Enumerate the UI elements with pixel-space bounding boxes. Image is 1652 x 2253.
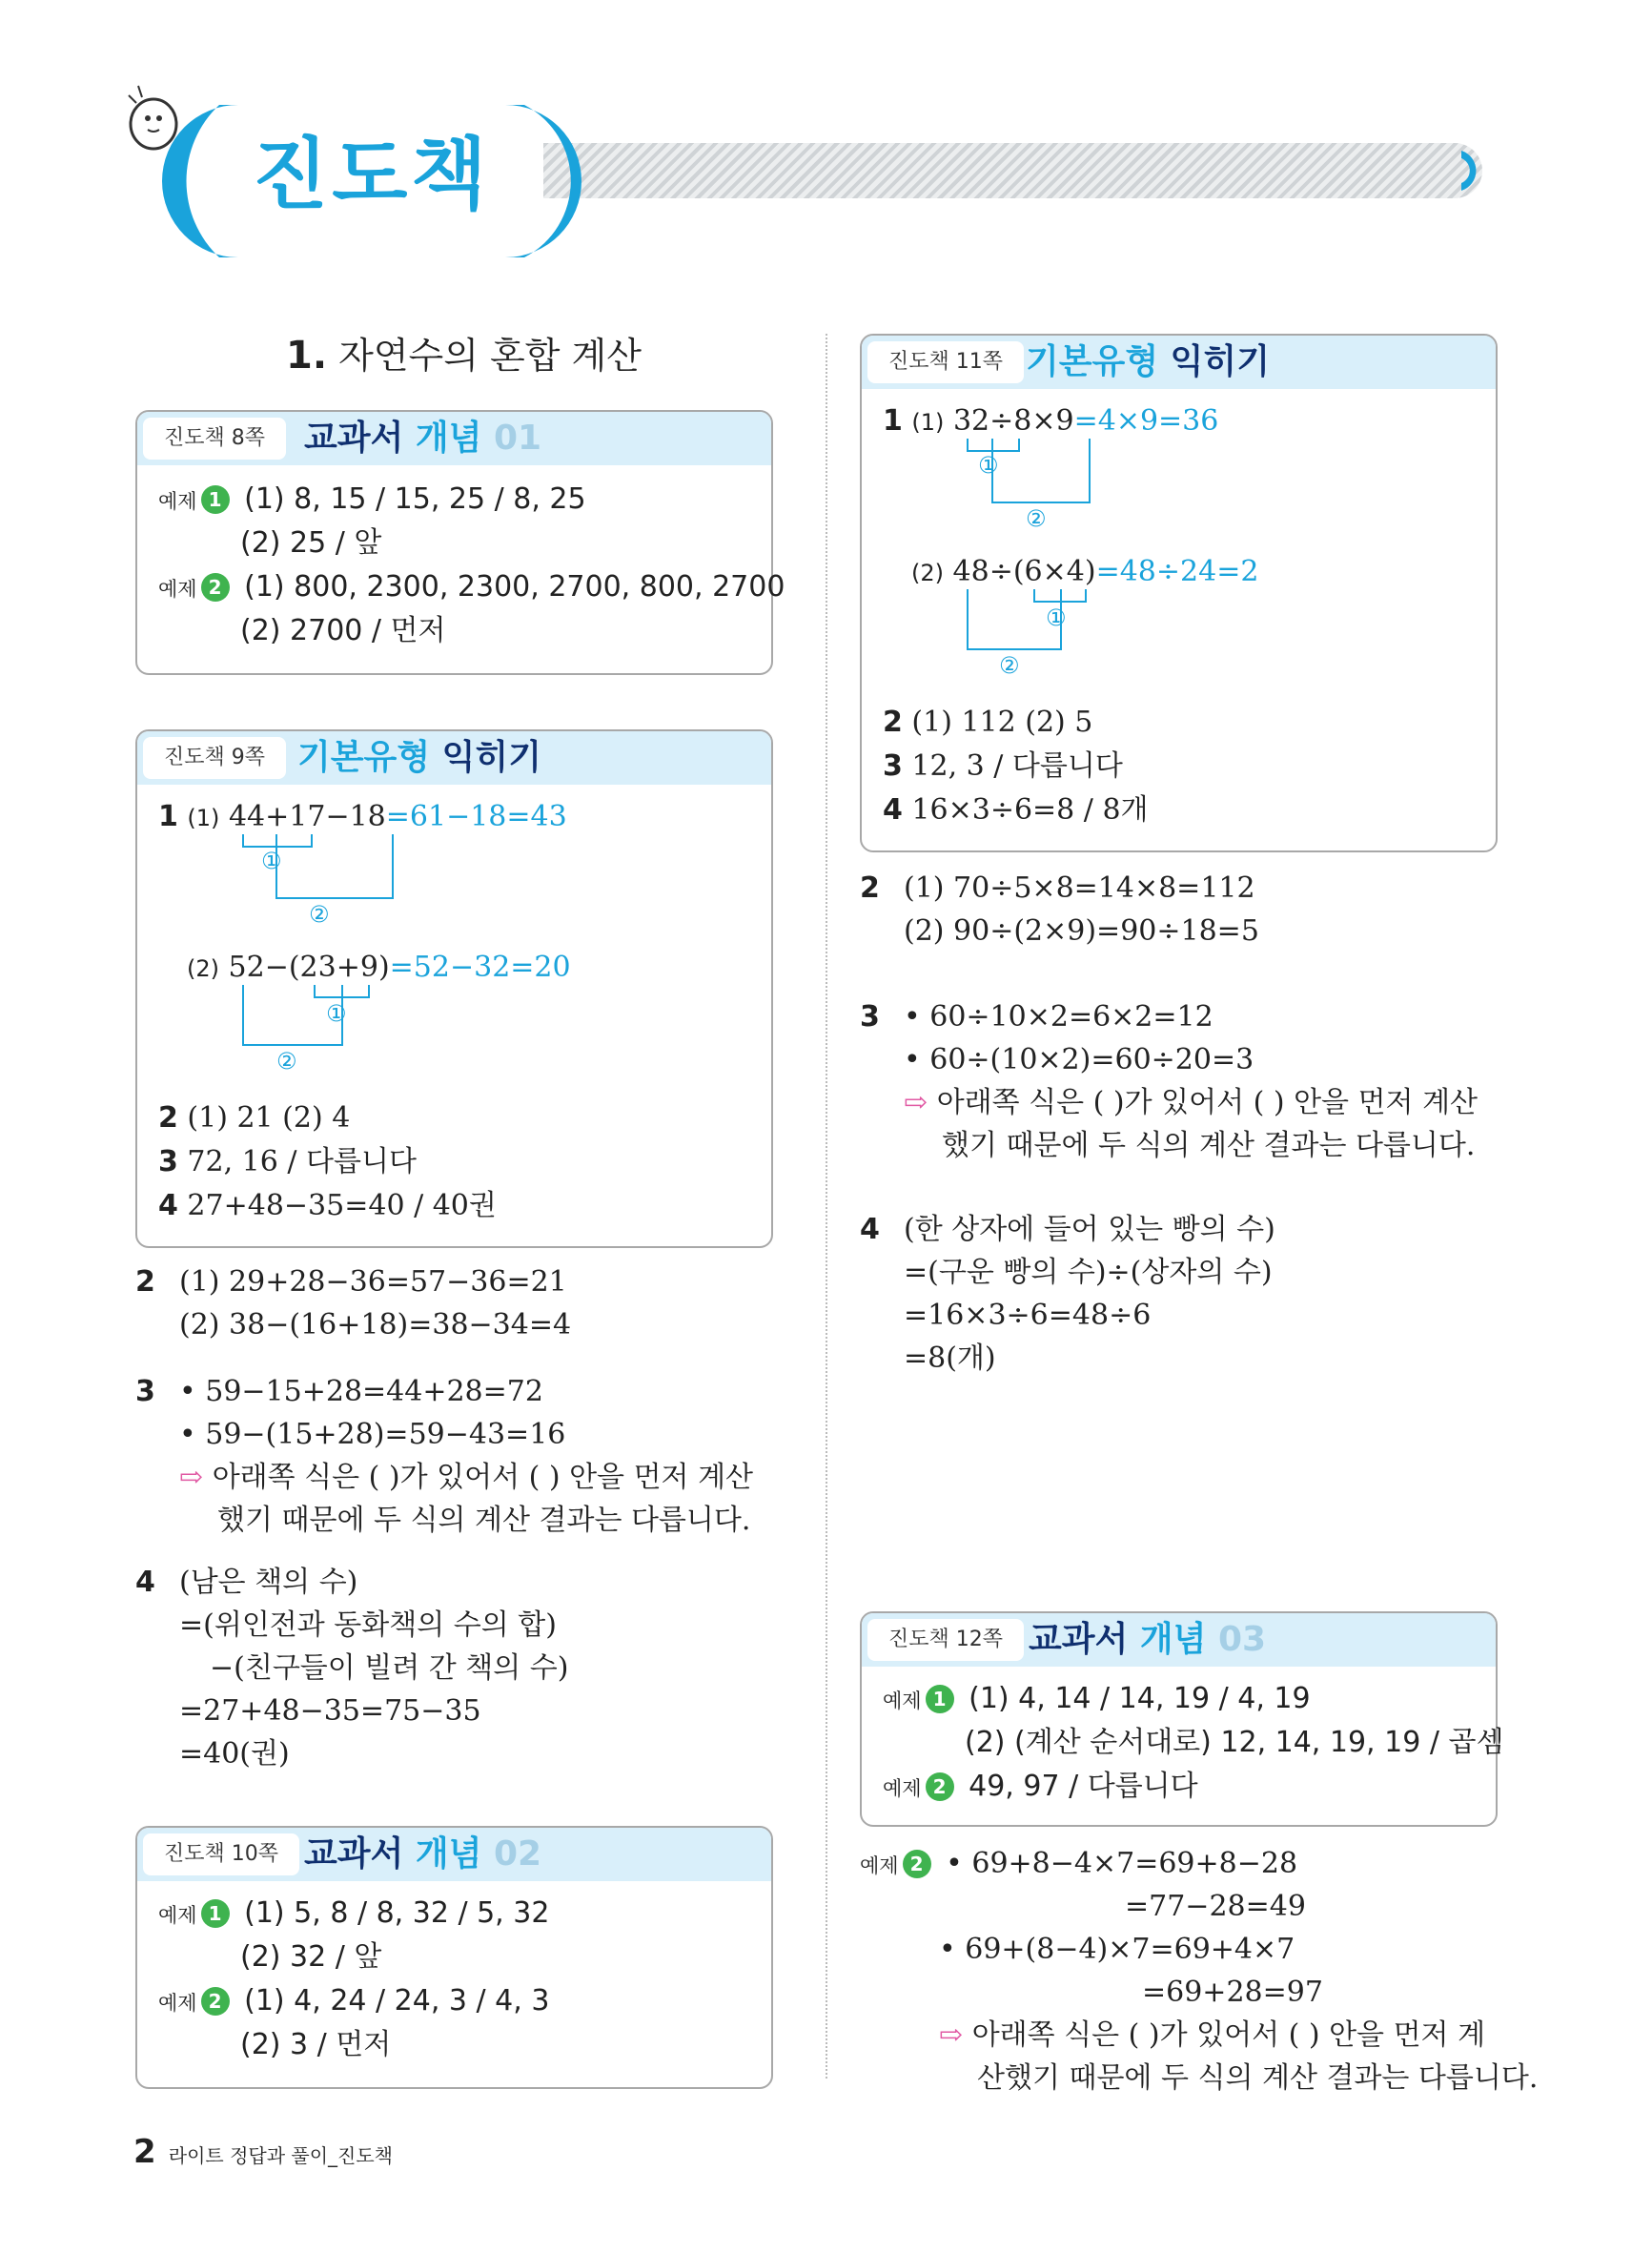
page-tag: 진도책 12쪽 <box>867 1619 1024 1661</box>
solution-3-note: ⇨ 아래쪽 식은 ( )가 있어서 ( ) 안을 먼저 계산 <box>904 1086 1479 1119</box>
step-bracket <box>991 439 1091 503</box>
problem-4: 4 27+48−35=40 / 40권 <box>158 1189 497 1222</box>
solution-2-line-1: (1) 70÷5×8=14×8=112 <box>904 871 1255 905</box>
problem-2: 2 (1) 112 (2) 5 <box>883 706 1093 739</box>
solution-3-line-1: • 60÷10×2=6×2=12 <box>904 1000 1214 1034</box>
solution-2-line-2: (2) 38−(16+18)=38−34=4 <box>179 1308 572 1342</box>
example-1-line-2: (2) 32 / 앞 <box>240 1940 382 1974</box>
header-title: 진도책 <box>253 130 491 220</box>
example-2-line: 예제 2 49, 97 / 다릅니다 <box>883 1770 1198 1803</box>
example-2-solution-4: =69+28=97 <box>1142 1976 1323 2009</box>
box-textbook-concept-03 <box>860 1611 1504 1827</box>
solution-2-line-1: (1) 29+28−36=57−36=21 <box>179 1265 567 1299</box>
example-2-line: 예제 2 (1) 4, 24 / 24, 3 / 4, 3 <box>158 1984 550 2017</box>
example-2-solution-3: • 69+(8−4)×7=69+4×7 <box>939 1933 1295 1966</box>
step-2-label: ② <box>276 1048 297 1075</box>
example-1-line: 예제 1 (1) 4, 14 / 14, 19 / 4, 19 <box>883 1682 1311 1715</box>
example-2-line-2: (2) 2700 / 먼저 <box>240 614 446 647</box>
solution-3-label: 3 <box>860 1000 880 1034</box>
solution-2-line-2: (2) 90÷(2×9)=90÷18=5 <box>904 914 1259 948</box>
mascot-icon <box>119 76 186 162</box>
box-heading: 교과서 개념 02 <box>304 1834 542 1874</box>
solution-4-line-3: =16×3÷6=48÷6 <box>904 1299 1152 1332</box>
example-2-line: 예제 2 (1) 800, 2300, 2300, 2700, 800, 2700 <box>158 570 785 604</box>
footer <box>133 2133 393 2171</box>
example-badge: 1 <box>201 485 230 514</box>
box-heading: 교과서 개념 03 <box>1029 1620 1267 1659</box>
solution-3-note: ⇨ 아래쪽 식은 ( )가 있어서 ( ) 안을 먼저 계산 <box>179 1461 754 1494</box>
problem-2: 2 (1) 21 (2) 4 <box>158 1101 351 1135</box>
step-1-label: ① <box>261 848 282 874</box>
example-2-solution: 예제 2 • 69+8−4×7=69+8−28 <box>860 1847 1298 1880</box>
box-header <box>862 1613 1496 1667</box>
box-heading: 기본유형 익히기 <box>297 738 541 777</box>
step-2-label: ② <box>1026 505 1047 532</box>
step-2-label: ② <box>309 901 330 928</box>
example-badge: 2 <box>926 1772 954 1801</box>
box-header <box>137 412 771 465</box>
step-1-label: ① <box>978 452 999 479</box>
step-1-label: ① <box>1046 604 1067 631</box>
solution-4-line-2: =(위인전과 동화책의 수의 합) <box>179 1608 557 1642</box>
solution-3-note-2: 했기 때문에 두 식의 계산 결과는 다릅니다. <box>217 1504 751 1537</box>
box-heading: 기본유형 익히기 <box>1026 342 1270 381</box>
arrow-icon: ⇨ <box>179 1461 204 1494</box>
solution-4-line-1: (남은 책의 수) <box>179 1566 358 1599</box>
page-tag: 진도책 9쪽 <box>143 737 286 779</box>
solution-2-label: 2 <box>135 1265 155 1299</box>
box-header <box>137 731 771 785</box>
box-heading: 교과서 개념 01 <box>304 419 542 458</box>
arrow-icon: ⇨ <box>904 1086 928 1119</box>
page-tag: 진도책 8쪽 <box>143 418 286 460</box>
example-2-note: ⇨ 아래쪽 식은 ( )가 있어서 ( ) 안을 먼저 계 <box>939 2018 1486 2052</box>
column-divider <box>826 334 827 2079</box>
solution-2-label: 2 <box>860 871 880 905</box>
box-textbook-concept-01 <box>135 410 785 675</box>
step-1-label: ① <box>326 1000 347 1027</box>
box-header <box>862 336 1496 389</box>
example-badge: 2 <box>201 573 230 602</box>
header-band <box>543 143 1482 198</box>
page-tag: 진도책 11쪽 <box>867 341 1024 383</box>
box-header <box>137 1828 771 1881</box>
problem-3: 3 72, 16 / 다릅니다 <box>158 1145 417 1178</box>
example-1-line: 예제 1 (1) 5, 8 / 8, 32 / 5, 32 <box>158 1896 550 1930</box>
step-bracket <box>967 589 1062 650</box>
step-2-label: ② <box>999 652 1020 679</box>
solution-4-line-4: =27+48−35=75−35 <box>179 1694 481 1728</box>
example-1-line-2: (2) 25 / 앞 <box>240 526 382 560</box>
solution-4-line-3: −(친구들이 빌려 간 책의 수) <box>210 1651 569 1685</box>
solution-3-line-1: • 59−15+28=44+28=72 <box>179 1375 543 1408</box>
problem-1-2: (2) 48÷(6×4)=48÷24=2 <box>911 555 1259 588</box>
example-badge: 1 <box>926 1685 954 1713</box>
solution-4-line-4: =8(개) <box>904 1342 996 1375</box>
step-bracket <box>275 834 394 899</box>
problem-4: 4 16×3÷6=8 / 8개 <box>883 793 1149 827</box>
solution-4-line-2: =(구운 빵의 수)÷(상자의 수) <box>904 1256 1273 1289</box>
section-title <box>286 326 642 379</box>
example-1-line-2: (2) (계산 순서대로) 12, 14, 19, 19 / 곱셈 <box>965 1726 1504 1759</box>
problem-1-2: (2) 52−(23+9)=52−32=20 <box>187 951 571 984</box>
example-2-solution-2: =77−28=49 <box>1125 1890 1306 1923</box>
problem-1-1: 1 (1) 32÷8×9=4×9=36 <box>883 404 1219 438</box>
solution-4-label: 4 <box>860 1213 880 1246</box>
header-band-end-shape <box>1444 143 1501 198</box>
box-textbook-concept-02 <box>135 1826 773 2089</box>
example-badge: 2 <box>903 1850 931 1878</box>
solution-4-line-5: =40(권) <box>179 1737 290 1771</box>
step-bracket <box>242 985 343 1046</box>
solution-3-label: 3 <box>135 1375 155 1408</box>
example-badge: 1 <box>201 1899 230 1928</box>
footer-text: 라이트 정답과 풀이_진도책 <box>168 2144 394 2167</box>
example-badge: 2 <box>201 1987 230 2016</box>
page-number: 2 <box>133 2133 156 2171</box>
solution-4-line-1: (한 상자에 들어 있는 빵의 수) <box>904 1213 1275 1246</box>
solution-4-label: 4 <box>135 1566 155 1599</box>
box-basic-type-11 <box>860 334 1498 852</box>
problem-3: 3 12, 3 / 다릅니다 <box>883 749 1123 783</box>
example-1-line: 예제 1 (1) 8, 15 / 15, 25 / 8, 25 <box>158 482 586 516</box>
section-title-text: 자연수의 혼합 계산 <box>338 335 642 377</box>
box-basic-type-9 <box>135 729 773 1248</box>
example-2-line-2: (2) 3 / 먼저 <box>240 2028 392 2061</box>
section-number: 1. <box>286 334 328 378</box>
arrow-icon: ⇨ <box>939 2018 964 2052</box>
example-2-note-2: 산했기 때문에 두 식의 계산 결과는 다릅니다. <box>977 2061 1539 2095</box>
solution-3-line-2: • 59−(15+28)=59−43=16 <box>179 1418 566 1451</box>
problem-1-1: 1 (1) 44+17−18=61−18=43 <box>158 800 567 833</box>
solution-3-line-2: • 60÷(10×2)=60÷20=3 <box>904 1043 1254 1076</box>
solution-3-note-2: 했기 때문에 두 식의 계산 결과는 다릅니다. <box>942 1129 1476 1162</box>
page-tag: 진도책 10쪽 <box>143 1833 299 1875</box>
